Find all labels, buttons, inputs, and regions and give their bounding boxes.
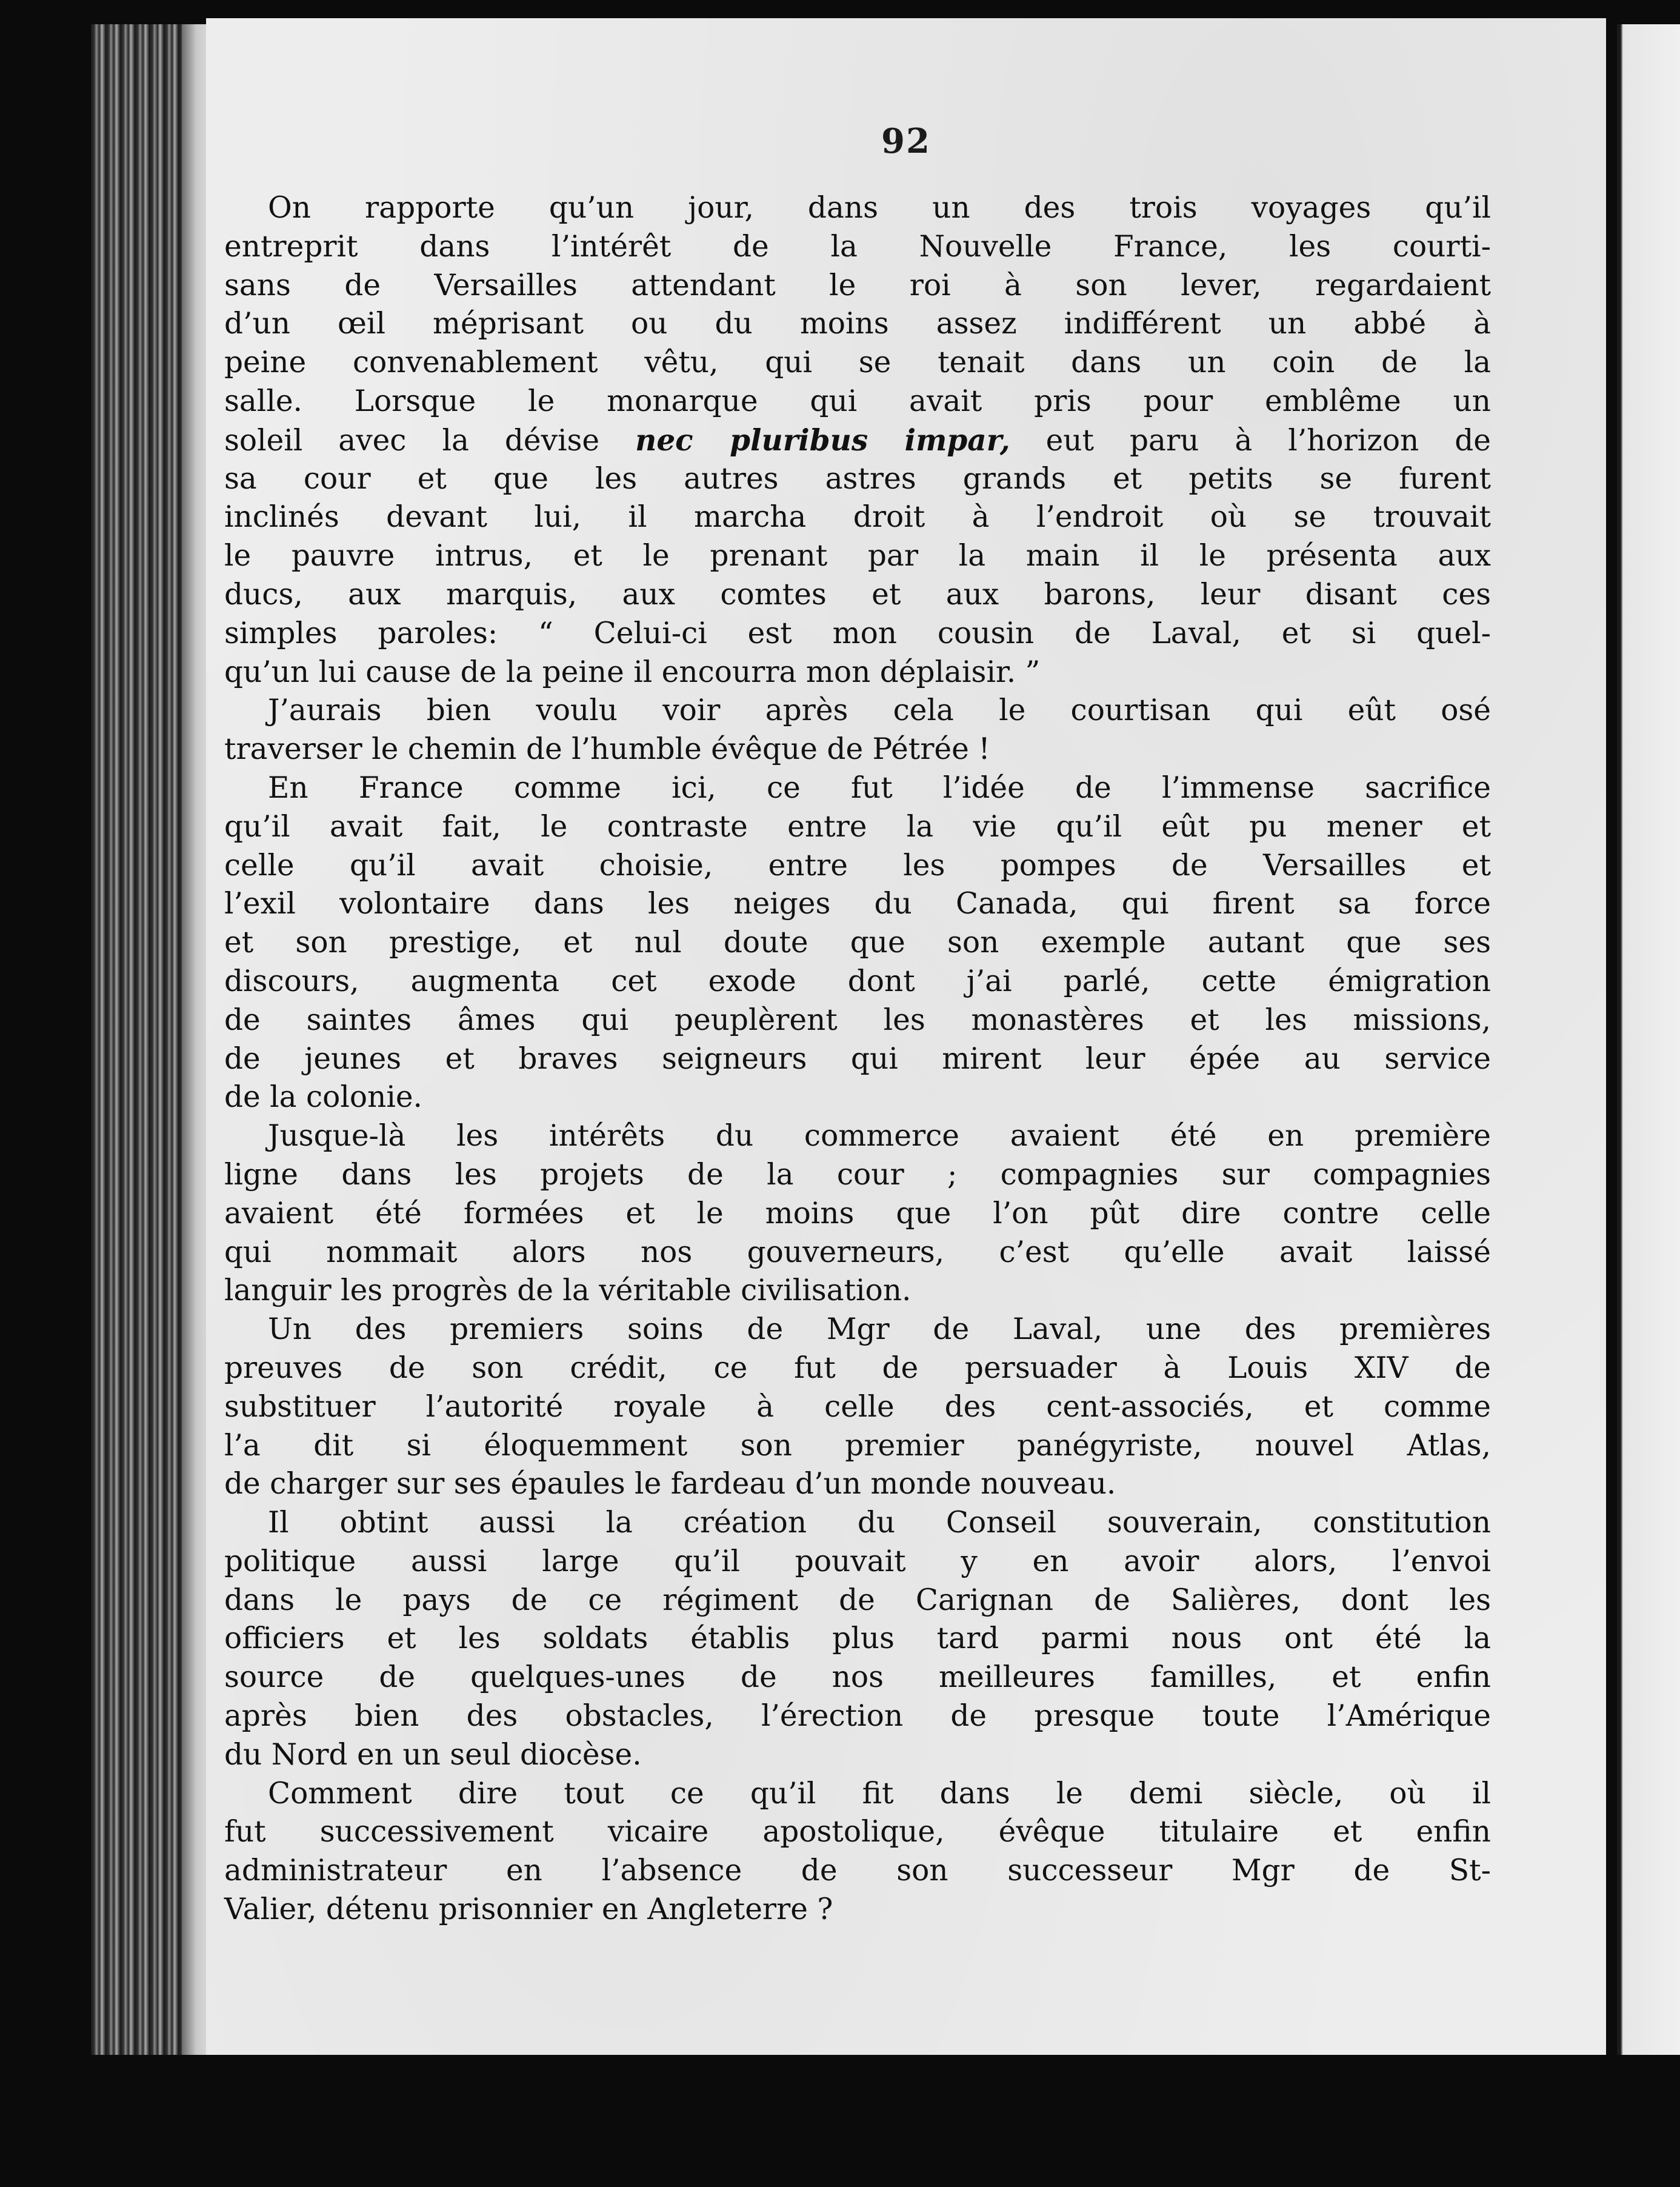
text-line: sa cour et que les autres astres grands et petits se furent [224, 461, 1491, 496]
text-line: ducs, aux marquis, aux comtes et aux barons, leur disant ces [224, 577, 1491, 612]
text-line: salle. Lorsque le monarque qui avait pris pour emblême un [224, 384, 1491, 418]
text-line: le pauvre intrus, et le prenant par la main il le présenta aux [224, 539, 1491, 573]
text-line: ligne dans les projets de la cour ; compagnies sur compagnies [224, 1157, 1491, 1192]
text-line: de jeunes et braves seigneurs qui mirent leur épée au service [224, 1041, 1491, 1076]
text-line: Comment dire tout ce qu’il fit dans le demi siècle, où il [268, 1776, 1491, 1811]
text-line: officiers et les soldats établis plus tard parmi nous ont été la [224, 1621, 1491, 1656]
text-line: sans de Versailles attendant le roi à son lever, regardaient [224, 268, 1491, 302]
text-line: simples paroles: “ Celui-ci est mon cousin de Laval, et si quel- [224, 616, 1491, 650]
text-run: eut paru à l’horizon de [1010, 423, 1492, 458]
text-line: discours, augmenta cet exode dont j’ai parlé, cette émigration [224, 964, 1491, 998]
text-line: Un des premiers soins de Mgr de Laval, une des premières [268, 1312, 1491, 1347]
paragraph [224, 769, 1491, 1117]
page-number: 92 [881, 121, 931, 161]
text-line: On rapporte qu’un jour, dans un des trois voyages qu’il [268, 191, 1491, 225]
text-line: languir les progrès de la véritable civilisation. [224, 1274, 912, 1308]
text-line: celle qu’il avait choisie, entre les pompes de Versailles et [224, 848, 1491, 883]
text-line: de la colonie. [224, 1080, 422, 1115]
paragraph [224, 1504, 1491, 1775]
paragraph [224, 1117, 1491, 1311]
text-line: qui nommait alors nos gouverneurs, c’est qu’elle avait laissé [224, 1235, 1491, 1269]
text-line: qu’un lui cause de la peine il encourra mon déplaisir. ” [224, 655, 1041, 689]
text-line: du Nord en un seul diocèse. [224, 1737, 642, 1772]
text-line: traverser le chemin de l’humble évêque de Pétrée ! [224, 732, 990, 767]
paragraph [224, 1311, 1491, 1504]
paragraph [224, 189, 1491, 692]
text-line: J’aurais bien voulu voir après cela le courtisan qui eût osé [268, 693, 1491, 728]
latin-motto: nec pluribus impar, [635, 422, 1010, 458]
text-run: soleil avec la dévise [224, 423, 636, 458]
text-line: politique aussi large qu’il pouvait y en avoir alors, l’envoi [224, 1544, 1491, 1578]
text-line: substituer l’autorité royale à celle des cent-associés, et comme [224, 1389, 1491, 1424]
text-line: et son prestige, et nul doute que son exemple autant que ses [224, 926, 1491, 960]
text-line: entreprit dans l’intérêt de la Nouvelle France, les courti- [224, 229, 1491, 264]
text-line [224, 421, 1491, 460]
text-line: de charger sur ses épaules le fardeau d’un monde nouveau. [224, 1467, 1116, 1501]
text-line: avaient été formées et le moins que l’on pût dire contre celle [224, 1196, 1491, 1230]
facing-page-edge [1617, 24, 1680, 2073]
text-line: d’un œil méprisant ou du moins assez indifférent un abbé à [224, 307, 1491, 341]
text-line: source de quelques-unes de nos meilleures familles, et enfin [224, 1660, 1491, 1695]
text-line: inclinés devant lui, il marcha droit à l’endroit où se trouvait [224, 500, 1491, 535]
scan-border [0, 2055, 1680, 2187]
text-line: Valier, détenu prisonnier en Angleterre ? [224, 1892, 833, 1927]
text-line: l’a dit si éloquemment son premier panégyriste, nouvel Atlas, [224, 1428, 1491, 1463]
paragraph [224, 1775, 1491, 1929]
text-line: de saintes âmes qui peuplèrent les monastères et les missions, [224, 1003, 1491, 1037]
body-text [224, 189, 1491, 1929]
text-line: fut successivement vicaire apostolique, évêque titulaire et enfin [224, 1815, 1491, 1849]
paragraph [224, 692, 1491, 769]
text-line: En France comme ici, ce fut l’idée de l’immense sacrifice [268, 770, 1491, 805]
text-line: dans le pays de ce régiment de Carignan de Salières, dont les [224, 1583, 1491, 1617]
text-line: après bien des obstacles, l’érection de presque toute l’Amérique [224, 1699, 1491, 1734]
text-line: Jusque-là les intérêts du commerce avaient été en première [268, 1119, 1491, 1154]
text-line: qu’il avait fait, le contraste entre la vie qu’il eût pu mener et [224, 809, 1491, 844]
text-line: preuves de son crédit, ce fut de persuader à Louis XIV de [224, 1351, 1491, 1385]
text-line: Il obtint aussi la création du Conseil souverain, constitution [268, 1506, 1491, 1540]
text-line: peine convenablement vêtu, qui se tenait dans un coin de la [224, 346, 1491, 380]
text-line: l’exil volontaire dans les neiges du Canada, qui firent sa force [224, 887, 1491, 921]
text-line: administrateur en l’absence de son successeur Mgr de St- [224, 1854, 1491, 1888]
